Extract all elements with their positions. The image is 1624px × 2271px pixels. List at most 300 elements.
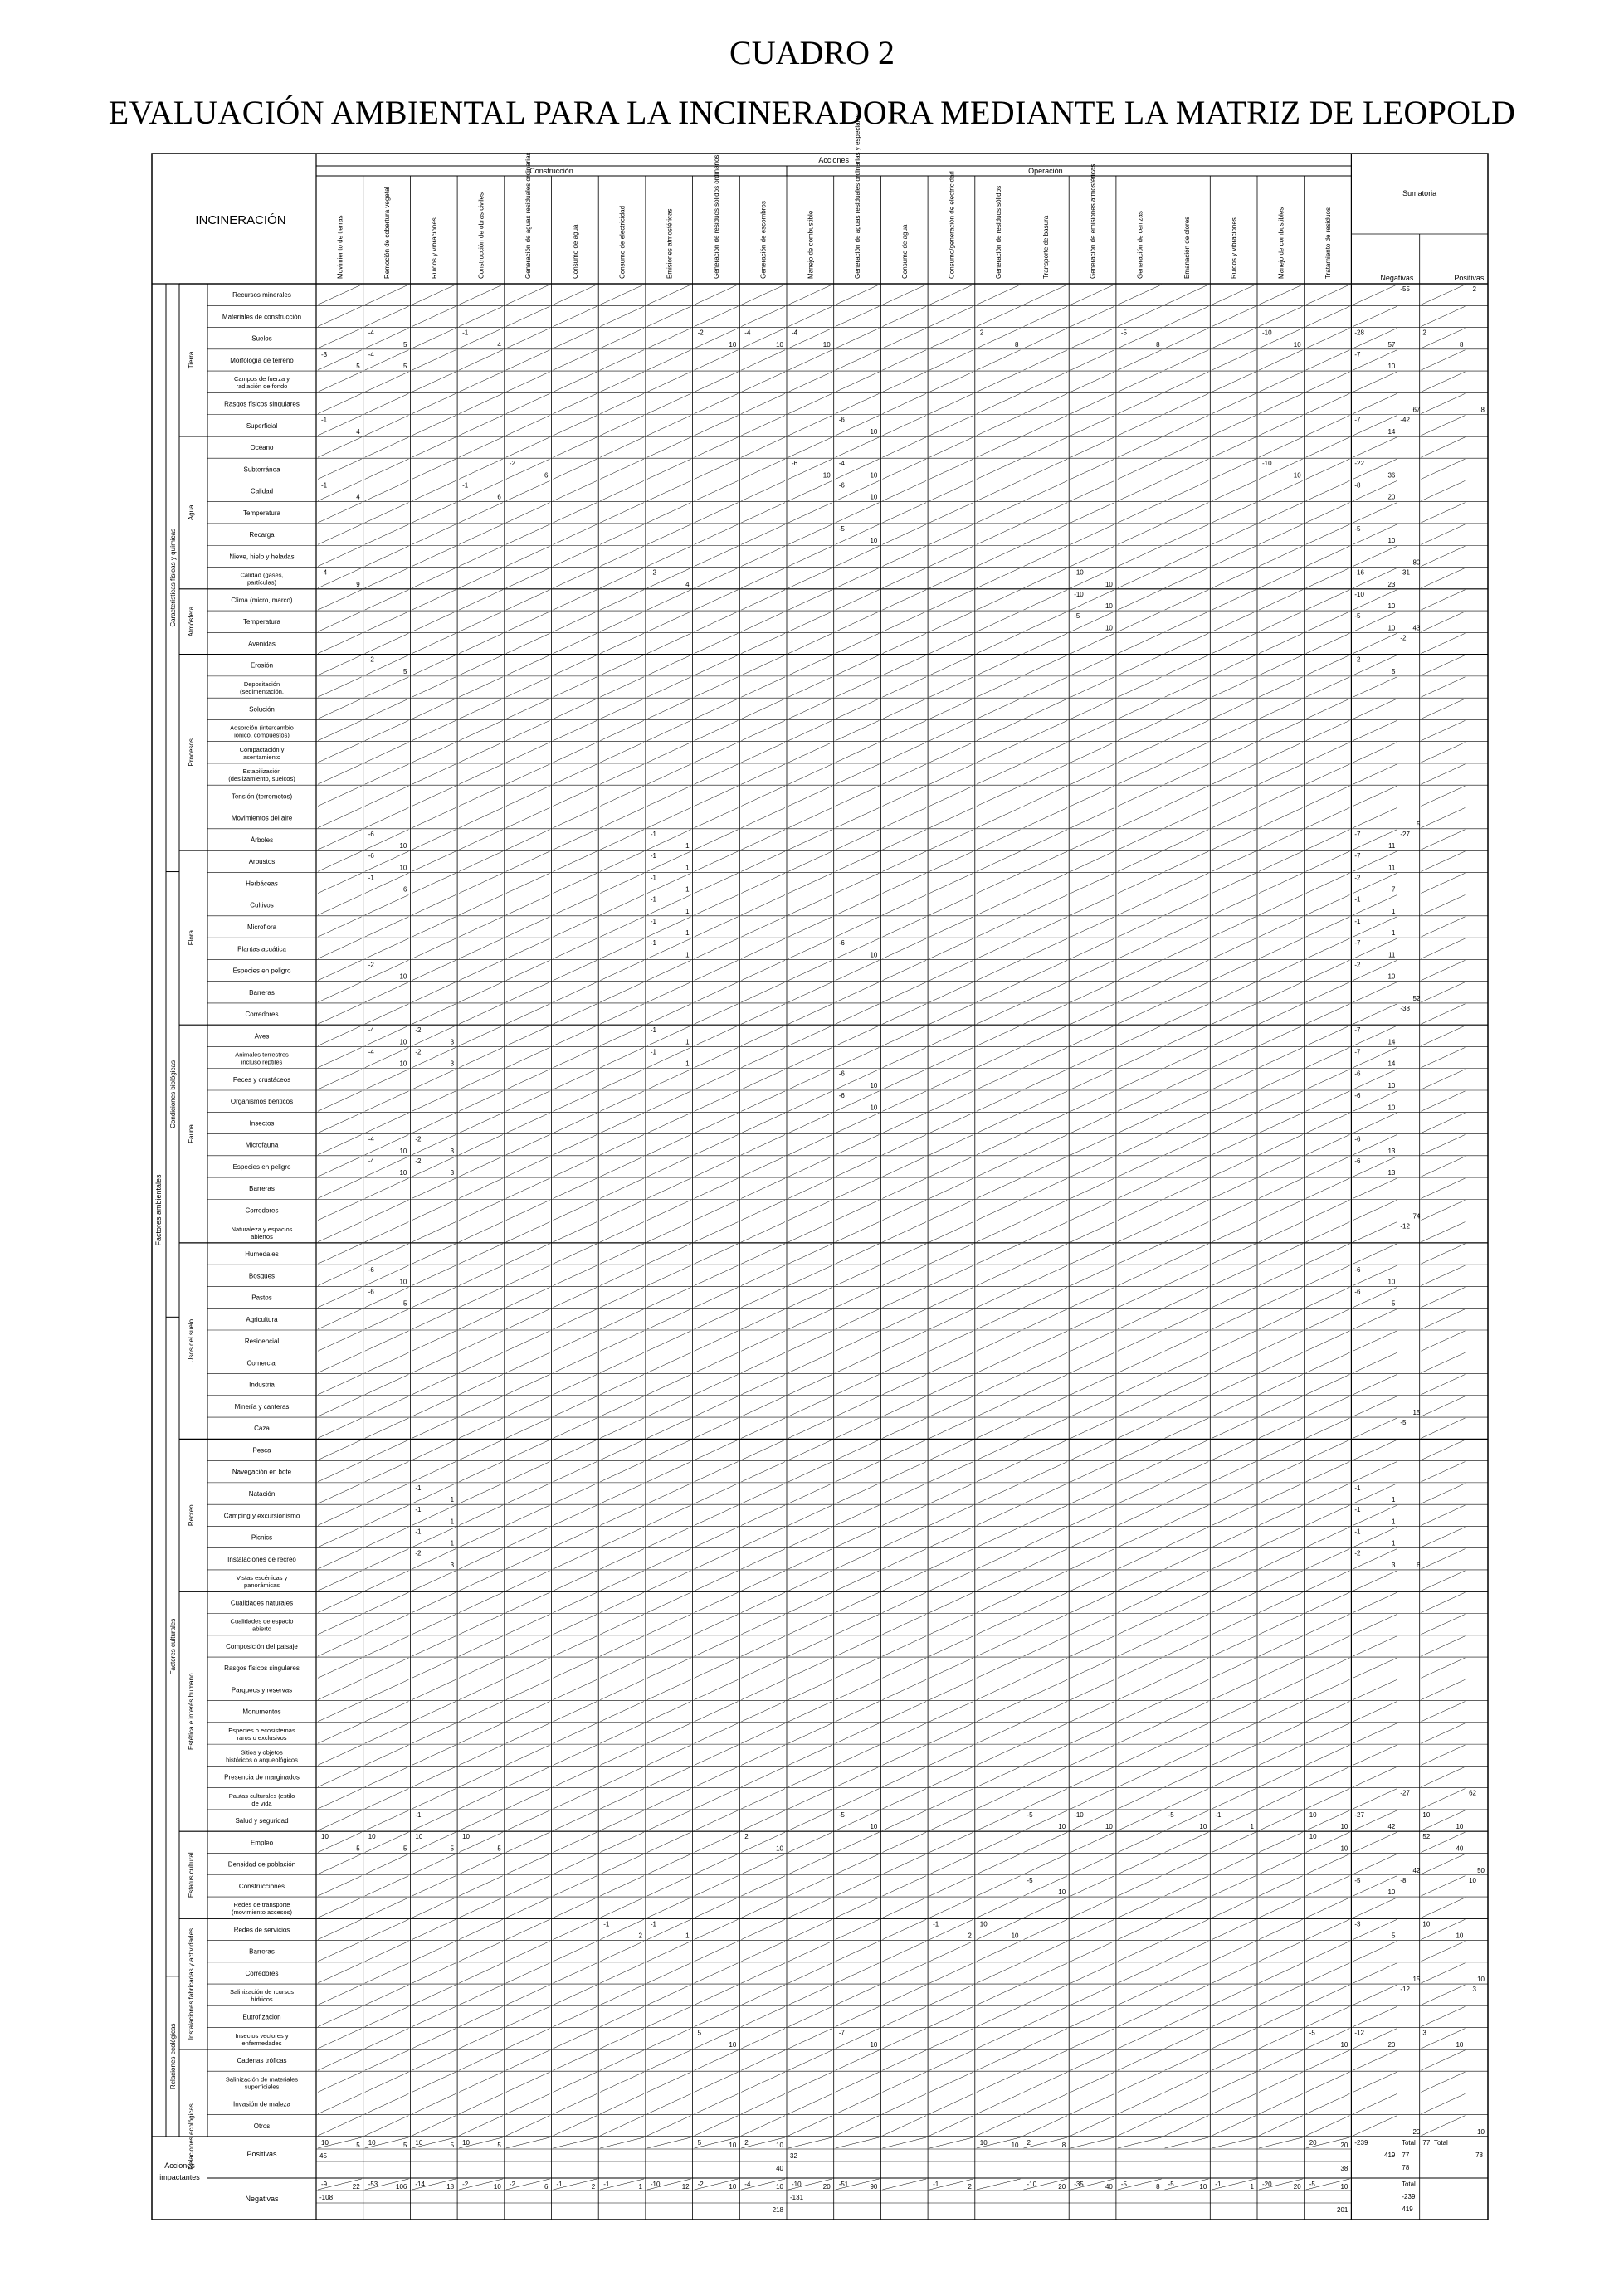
cell-diagonal (1259, 1265, 1303, 1285)
row-label-35: Animales terrestres (235, 1050, 289, 1059)
cell-diagonal (318, 764, 362, 784)
cell-diagonal (1306, 830, 1350, 850)
cell-diagonal (695, 1047, 739, 1067)
cell-diagonal (600, 1462, 644, 1482)
cell-diagonal (1165, 437, 1209, 457)
cell-diagonal (412, 1091, 456, 1111)
cell-diagonal (1118, 1636, 1162, 1656)
row-label-60: Cualidades naturales (230, 1599, 294, 1607)
cell-diagonal (412, 851, 456, 871)
pos-action-magnitude: 2 (744, 2139, 749, 2147)
row-sum-negative-importance: 10 (1387, 1082, 1396, 1090)
sum-diagonal (1421, 830, 1465, 850)
cell-importance: 1 (450, 1496, 455, 1504)
cell-diagonal (318, 1396, 362, 1416)
cell-diagonal (1118, 1331, 1162, 1351)
cell-diagonal (318, 1157, 362, 1177)
cell-diagonal (1212, 524, 1256, 544)
cell-diagonal (788, 590, 832, 610)
pos-operacion-sum: 32 (790, 2152, 797, 2160)
cell-diagonal (977, 1571, 1021, 1591)
cell-diagonal (318, 1767, 362, 1786)
cell-diagonal (836, 1352, 880, 1372)
cell-diagonal (647, 546, 691, 566)
cell-diagonal (1118, 1745, 1162, 1765)
cell-diagonal (882, 416, 926, 436)
cell-diagonal (882, 1375, 926, 1395)
cell-diagonal (882, 480, 926, 500)
cell-diagonal (1212, 1702, 1256, 1722)
cell-diagonal (836, 1832, 880, 1852)
cell-diagonal (882, 306, 926, 326)
cell-diagonal (459, 1505, 503, 1525)
cell-diagonal (1306, 807, 1350, 827)
negativas-row-label: Negativas (245, 2195, 279, 2203)
cell-diagonal (412, 1745, 456, 1765)
row-sum-negative: -5 (1354, 612, 1361, 621)
cell-diagonal (1306, 1244, 1350, 1264)
neg-action-magnitude: -20 (1262, 2181, 1272, 2188)
cell-diagonal (882, 1070, 926, 1089)
row-label-42: Corredores (245, 1206, 279, 1215)
cell-magnitude: -6 (368, 1266, 374, 1274)
cell-diagonal (459, 2072, 503, 2092)
cell-diagonal (412, 1396, 456, 1416)
cell-diagonal (882, 1919, 926, 1939)
cell-importance: 5 (497, 1845, 501, 1853)
cell-diagonal (741, 1658, 785, 1678)
cell-diagonal (412, 1919, 456, 1939)
cell-diagonal (1259, 372, 1303, 392)
cell-importance: 3 (450, 1561, 455, 1569)
cell-diagonal (1306, 480, 1350, 500)
cell-diagonal (412, 1963, 456, 1983)
cell-diagonal (318, 1723, 362, 1743)
cell-diagonal (1212, 1418, 1256, 1438)
cell-diagonal (741, 677, 785, 697)
pos-action-importance: 10 (1011, 2142, 1019, 2149)
cell-diagonal (882, 1789, 926, 1809)
cell-diagonal (1165, 1026, 1209, 1045)
cell-diagonal (1306, 895, 1350, 915)
cell-importance: 10 (1199, 1823, 1207, 1831)
sum-diagonal (1353, 393, 1397, 413)
factores-label: Factores ambientales (154, 1174, 163, 1246)
group-sum-negative: -27 (1400, 830, 1410, 838)
cell-diagonal (647, 1723, 691, 1743)
group-l2-label-9: Estatus cultural (188, 1852, 195, 1898)
neg-action-importance: 10 (776, 2183, 783, 2191)
sum-diagonal (1421, 1070, 1465, 1089)
cell-diagonal (554, 1636, 597, 1656)
cell-diagonal (365, 1898, 409, 1918)
cell-diagonal (788, 524, 832, 544)
cell-diagonal (741, 1331, 785, 1351)
cell-diagonal (1118, 982, 1162, 1002)
sum-diagonal (1421, 612, 1465, 631)
cell-diagonal (1259, 1832, 1303, 1852)
row-label-28: Cultivos (250, 901, 274, 909)
cell-diagonal (882, 1898, 926, 1918)
cell-diagonal (1165, 1919, 1209, 1939)
cell-diagonal (882, 612, 926, 631)
sum-diagonal (1353, 633, 1397, 653)
cell-diagonal (365, 1331, 409, 1351)
cell-diagonal (1118, 917, 1162, 937)
column-header-7: Emisiones atmosféricas (666, 208, 674, 279)
cell-diagonal (600, 2029, 644, 2049)
cell-diagonal (1165, 285, 1209, 305)
cell-diagonal (365, 1789, 409, 1809)
cell-importance: 6 (497, 493, 501, 501)
cell-diagonal (977, 1658, 1021, 1678)
cell-diagonal (695, 1505, 739, 1525)
column-header-5: Consumo de agua (571, 224, 579, 279)
cell-diagonal (1024, 2093, 1068, 2113)
cell-diagonal (1212, 1679, 1256, 1699)
row-label-78: Salinización de rcursos (229, 1988, 295, 1996)
cell-diagonal (1306, 699, 1350, 719)
cell-diagonal (1118, 960, 1162, 980)
cell-diagonal (1165, 1462, 1209, 1482)
cell-diagonal (506, 1178, 550, 1198)
cell-diagonal (741, 1244, 785, 1264)
cell-importance: 10 (399, 1169, 407, 1177)
cell-diagonal (1118, 633, 1162, 653)
cell-diagonal (506, 1985, 550, 2005)
cell-diagonal (836, 895, 880, 915)
cell-diagonal (647, 807, 691, 827)
cell-diagonal (1165, 895, 1209, 915)
cell-diagonal (506, 1636, 550, 1656)
cell-diagonal (977, 285, 1021, 305)
cell-diagonal (1259, 524, 1303, 544)
cell-diagonal (647, 1135, 691, 1155)
cell-diagonal (1024, 1157, 1068, 1177)
row-label-30: Plantas acuática (237, 945, 286, 953)
cell-diagonal (1259, 480, 1303, 500)
cell-diagonal (459, 720, 503, 740)
cell-diagonal (600, 1592, 644, 1612)
cell-diagonal (977, 2093, 1021, 2113)
sum-diagonal (1353, 1200, 1397, 1220)
cell-diagonal (695, 1418, 739, 1438)
cell-diagonal (554, 1854, 597, 1874)
cell-diagonal (600, 960, 644, 980)
cell-diagonal (1070, 830, 1114, 850)
cell-diagonal (1165, 2050, 1209, 2070)
cell-diagonal (1165, 1244, 1209, 1264)
sum-diagonal (1421, 1157, 1465, 1177)
cell-diagonal (1259, 699, 1303, 719)
cell-diagonal (882, 764, 926, 784)
cell-diagonal (1212, 1549, 1256, 1569)
cell-diagonal (1259, 2072, 1303, 2092)
cell-diagonal (600, 1636, 644, 1656)
cell-diagonal (1212, 1396, 1256, 1416)
cell-diagonal (1306, 2006, 1350, 2026)
cell-diagonal (1118, 938, 1162, 958)
cell-diagonal (929, 612, 973, 631)
cell-diagonal (695, 1745, 739, 1765)
row-sum-negative: -28 (1354, 329, 1364, 337)
cell-diagonal (788, 1484, 832, 1503)
cell-diagonal (1024, 764, 1068, 784)
row-sum-negative: -1 (1354, 1506, 1361, 1514)
cell-diagonal (929, 1091, 973, 1111)
cell-diagonal (1259, 285, 1303, 305)
cell-diagonal (977, 546, 1021, 566)
cell-diagonal (741, 437, 785, 457)
cell-diagonal (1024, 1440, 1068, 1460)
cell-diagonal (647, 2006, 691, 2026)
cell-diagonal (882, 1679, 926, 1699)
cell-diagonal (1024, 1178, 1068, 1198)
cell-diagonal (506, 1745, 550, 1765)
cell-diagonal (1070, 2072, 1114, 2092)
cell-diagonal (365, 1658, 409, 1678)
cell-diagonal (318, 1026, 362, 1045)
cell-diagonal (1070, 524, 1114, 544)
cell-diagonal (554, 1505, 597, 1525)
column-header-17: Generación de cenizas (1136, 211, 1144, 279)
cell-diagonal (365, 546, 409, 566)
cell-diagonal (1118, 2116, 1162, 2136)
cell-magnitude: -6 (838, 1070, 845, 1078)
cell-diagonal (412, 2050, 456, 2070)
cell-diagonal (1118, 2006, 1162, 2026)
sum-diagonal (1353, 1963, 1397, 1983)
cell-importance: 4 (356, 427, 360, 436)
pos-action-importance: 10 (729, 2142, 737, 2149)
cell-diagonal (1306, 1985, 1350, 2005)
cell-diagonal (1024, 1615, 1068, 1635)
sum-diagonal (1421, 524, 1465, 544)
cell-diagonal (1070, 372, 1114, 392)
cell-diagonal (836, 612, 880, 631)
cell-diagonal (600, 1549, 644, 1569)
cell-diagonal (412, 1571, 456, 1591)
cell-diagonal (600, 372, 644, 392)
group-sum-negative-importance: 80 (1412, 558, 1421, 567)
row-label-4: Campos de fuerza y (233, 375, 290, 383)
row-label-78-cont: hídricos (251, 1996, 273, 2004)
cell-diagonal (1259, 677, 1303, 697)
cell-diagonal (882, 720, 926, 740)
cell-diagonal (695, 1309, 739, 1329)
cell-diagonal (695, 1527, 739, 1547)
cell-diagonal (506, 2093, 550, 2113)
cell-diagonal (741, 1702, 785, 1722)
cell-diagonal (600, 1484, 644, 1503)
cell-diagonal (647, 1157, 691, 1177)
cell-diagonal (695, 830, 739, 850)
sum-diagonal (1421, 1876, 1465, 1896)
cell-diagonal (506, 1113, 550, 1133)
cell-diagonal (1070, 393, 1114, 413)
cell-importance: 5 (402, 667, 407, 675)
cell-diagonal (1165, 2072, 1209, 2092)
cell-importance: 4 (497, 340, 501, 348)
cell-diagonal (1070, 306, 1114, 326)
row-label-4-cont: radiación de fondo (236, 383, 288, 391)
cell-diagonal (1165, 1396, 1209, 1416)
cell-diagonal (695, 1331, 739, 1351)
cell-diagonal (506, 982, 550, 1002)
cell-diagonal (882, 1244, 926, 1264)
cell-diagonal (600, 1004, 644, 1024)
cell-diagonal (1212, 786, 1256, 806)
cell-diagonal (412, 830, 456, 850)
cell-diagonal (977, 982, 1021, 1002)
cell-diagonal (1118, 1091, 1162, 1111)
cell-diagonal (977, 1157, 1021, 1177)
cell-diagonal (365, 1004, 409, 1024)
row-label-17: Erosión (250, 661, 274, 670)
cell-diagonal (695, 2093, 739, 2113)
cell-diagonal (836, 807, 880, 827)
cell-diagonal (412, 633, 456, 653)
cell-magnitude: -10 (1074, 568, 1084, 577)
sum-diagonal (1421, 764, 1465, 784)
cell-diagonal (1259, 1919, 1303, 1939)
cell-diagonal (929, 960, 973, 980)
cell-diagonal (977, 917, 1021, 937)
cell-diagonal (1070, 1832, 1114, 1852)
cell-diagonal (1070, 503, 1114, 523)
neg-action-magnitude: -10 (1027, 2181, 1037, 2188)
cell-diagonal (977, 1462, 1021, 1482)
group-sum-positive: 10 (1469, 1876, 1476, 1884)
sum-diagonal (1353, 1832, 1397, 1852)
cell-diagonal (788, 1810, 832, 1830)
cell-diagonal (1024, 393, 1068, 413)
cell-diagonal (506, 1549, 550, 1569)
cell-diagonal (554, 1047, 597, 1067)
cell-diagonal (1118, 1418, 1162, 1438)
cell-diagonal (1212, 1178, 1256, 1198)
cell-diagonal (412, 1287, 456, 1307)
sum-diagonal (1353, 1178, 1397, 1198)
cell-diagonal (695, 917, 739, 937)
cell-diagonal (1070, 1571, 1114, 1591)
cell-diagonal (365, 612, 409, 631)
cell-diagonal (647, 1440, 691, 1460)
cell-diagonal (1070, 2093, 1114, 2113)
cell-diagonal (882, 1658, 926, 1678)
cell-diagonal (1070, 1375, 1114, 1395)
cell-diagonal (1165, 306, 1209, 326)
cell-diagonal (1024, 917, 1068, 937)
cell-diagonal (318, 1135, 362, 1155)
cell-diagonal (1212, 1592, 1256, 1612)
cell-diagonal (412, 1244, 456, 1264)
cell-diagonal (318, 306, 362, 326)
cell-diagonal (929, 350, 973, 370)
cell-diagonal (1212, 1658, 1256, 1678)
cell-diagonal (741, 1178, 785, 1198)
cell-diagonal (647, 2072, 691, 2092)
row-label-82: Salinización de materiales (225, 2075, 299, 2083)
cell-diagonal (882, 503, 926, 523)
cell-diagonal (647, 1876, 691, 1896)
phase-label-0: Construcción (529, 167, 573, 175)
cell-diagonal (459, 917, 503, 937)
neg-action-magnitude: -53 (368, 2181, 378, 2188)
cell-diagonal (741, 1091, 785, 1111)
cell-diagonal (1024, 960, 1068, 980)
sum-diagonal (1353, 1745, 1397, 1765)
group-sum-negative: -55 (1400, 285, 1410, 293)
cell-diagonal (365, 1854, 409, 1874)
sum-diagonal (1421, 677, 1465, 697)
cell-diagonal (412, 960, 456, 980)
cell-diagonal (836, 1723, 880, 1743)
row-sum-negative: -2 (1354, 961, 1361, 969)
cell-diagonal (1259, 1091, 1303, 1111)
cell-diagonal (836, 1898, 880, 1918)
cell-diagonal (1024, 1200, 1068, 1220)
cell-diagonal (1306, 2072, 1350, 2092)
cell-diagonal (882, 743, 926, 763)
cell-diagonal (741, 590, 785, 610)
cell-diagonal (554, 612, 597, 631)
cell-magnitude: -5 (1120, 329, 1128, 337)
cell-diagonal (365, 524, 409, 544)
cell-diagonal (647, 1898, 691, 1918)
cell-diagonal (647, 1484, 691, 1503)
positivas-row-label: Positivas (246, 2150, 277, 2158)
cell-diagonal (1306, 1265, 1350, 1285)
cell-importance: 10 (776, 340, 783, 348)
cell-diagonal (506, 1919, 550, 1939)
cell-diagonal (1259, 416, 1303, 436)
cell-diagonal (836, 1505, 880, 1525)
cell-diagonal (459, 612, 503, 631)
cell-diagonal (412, 524, 456, 544)
cell-diagonal (506, 1658, 550, 1678)
cell-diagonal (318, 1418, 362, 1438)
cell-diagonal (318, 2006, 362, 2026)
cell-diagonal (977, 655, 1021, 675)
cell-diagonal (459, 873, 503, 893)
cell-diagonal (1259, 590, 1303, 610)
cell-diagonal (365, 285, 409, 305)
row-label-19: Solución (249, 705, 275, 714)
cell-diagonal (1259, 655, 1303, 675)
cell-diagonal (365, 1745, 409, 1765)
cell-diagonal (929, 720, 973, 740)
sum-diagonal (1353, 1985, 1397, 2005)
cell-diagonal (977, 2179, 1021, 2190)
cell-magnitude: -1 (368, 874, 374, 882)
cell-diagonal (836, 2006, 880, 2026)
cell-diagonal (1165, 938, 1209, 958)
cell-diagonal (1070, 1636, 1114, 1656)
cell-diagonal (977, 1745, 1021, 1765)
cell-diagonal (695, 1265, 739, 1285)
cell-diagonal (1070, 546, 1114, 566)
cell-diagonal (412, 938, 456, 958)
cell-diagonal (459, 2116, 503, 2136)
cell-diagonal (1118, 1832, 1162, 1852)
cell-diagonal (412, 568, 456, 588)
cell-diagonal (318, 1527, 362, 1547)
cell-diagonal (1306, 1919, 1350, 1939)
cell-diagonal (1070, 1440, 1114, 1460)
cell-diagonal (741, 1265, 785, 1285)
cell-diagonal (1259, 2050, 1303, 2070)
